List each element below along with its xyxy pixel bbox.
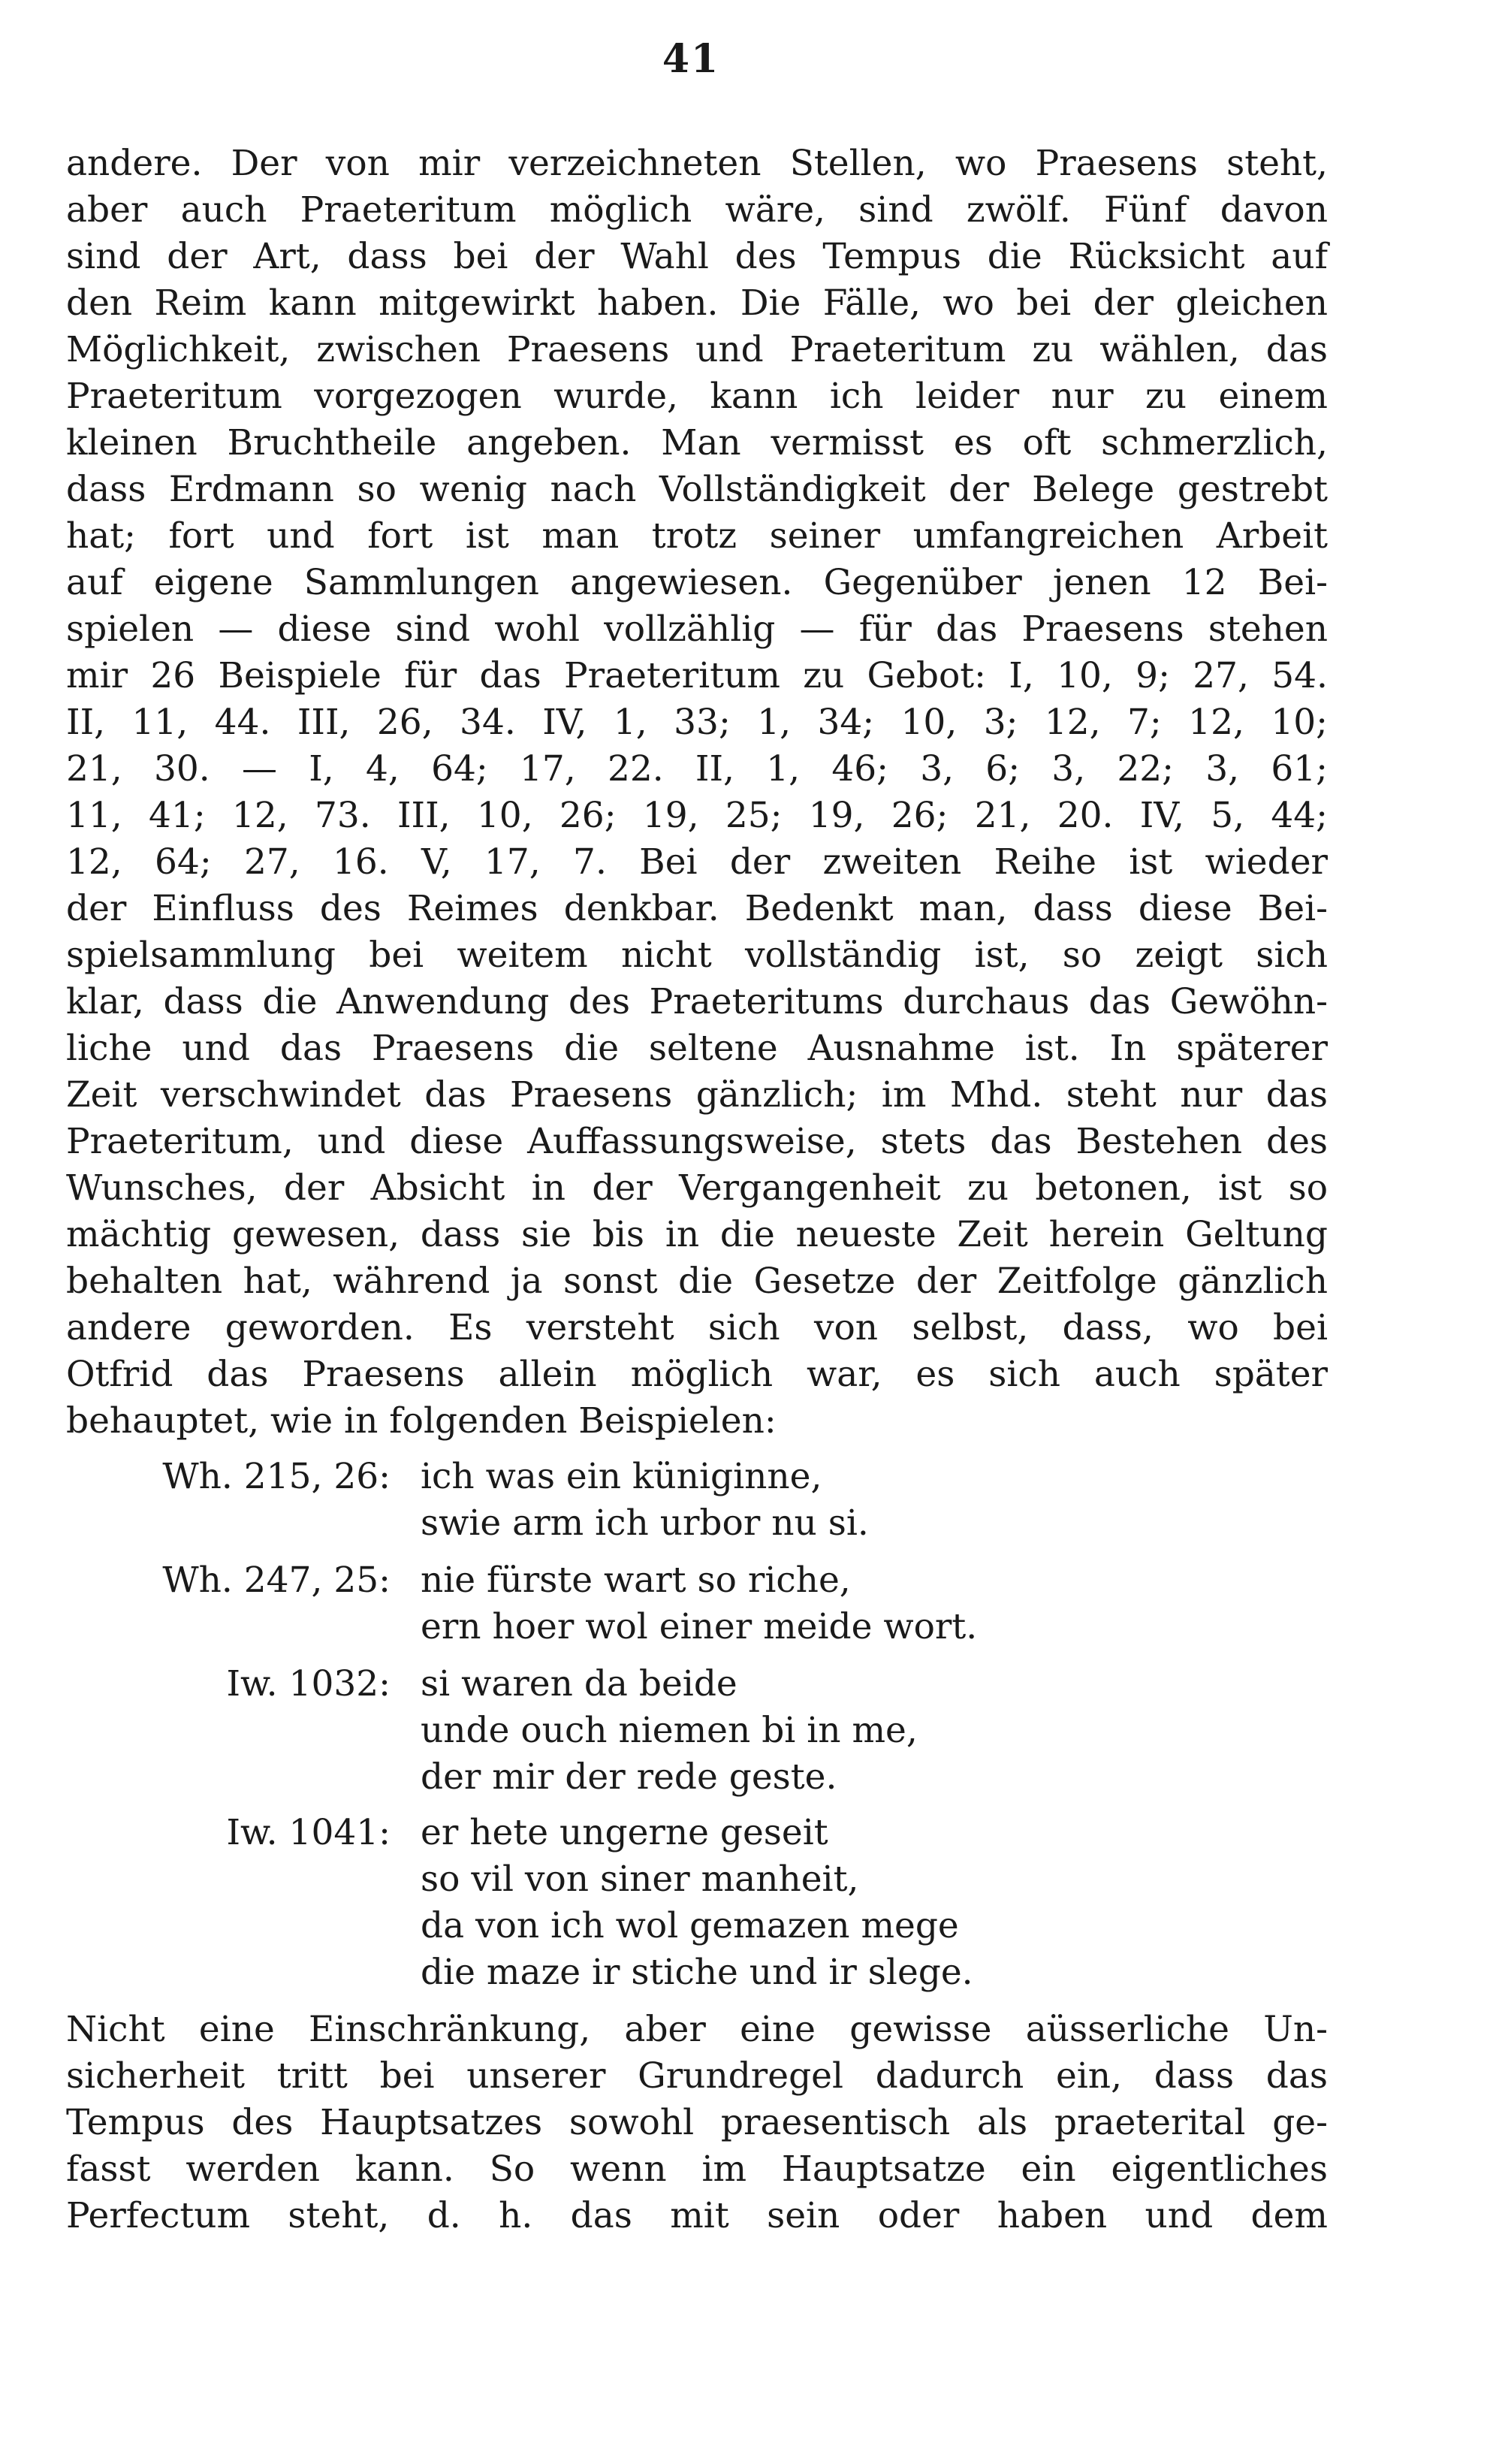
text-line: hat; fort und fort ist man trotz seiner umfangreichen Arbeit — [66, 515, 1328, 557]
text-line: den Reim kann mitgewirkt haben. Die Fälle, wo bei der gleichen — [66, 282, 1328, 324]
text-line: dass Erdmann so wenig nach Vollständigkeit der Belege gestrebt — [66, 469, 1328, 510]
verse-line: er hete ungerne geseit — [421, 1812, 828, 1853]
text-line: fasst werden kann. So wenn im Hauptsatze ein eigentliches — [66, 2148, 1328, 2190]
text-line: 11, 41; 12, 73. III, 10, 26; 19, 25; 19, 26; 21, 20. IV, 5, 44; — [66, 795, 1328, 836]
verse-line: nie fürste wart so riche, — [421, 1560, 851, 1601]
text-line: spielsammlung bei weitem nicht vollständig ist, so zeigt sich — [66, 935, 1328, 976]
verse-line: unde ouch niemen bi in me, — [421, 1710, 918, 1751]
text-line: Perfectum steht, d. h. das mit sein oder haben und dem — [66, 2195, 1328, 2236]
text-line: aber auch Praeteritum möglich wäre, sind zwölf. Fünf davon — [66, 189, 1328, 231]
text-line: spielen — diese sind wohl vollzählig — für das Praesens stehen — [66, 608, 1328, 650]
verse-line: die maze ir stiche und ir slege. — [421, 1952, 973, 1993]
verse-line: der mir der rede geste. — [421, 1756, 837, 1798]
verse-line: ern hoer wol einer meide wort. — [421, 1606, 978, 1647]
text-line: sind der Art, dass bei der Wahl des Tempus die Rücksicht auf — [66, 236, 1328, 277]
text-line: Zeit verschwindet das Praesens gänzlich; im Mhd. steht nur das — [66, 1074, 1328, 1116]
text-line: kleinen Bruchtheile angeben. Man vermisst es oft schmerzlich, — [66, 422, 1328, 464]
text-line: mir 26 Beispiele für das Praeteritum zu Gebot: I, 10, 9; 27, 54. — [66, 655, 1328, 696]
quote-reference: Iw. 1032: — [226, 1663, 391, 1705]
page-number: 41 — [662, 36, 720, 82]
quote-reference: Wh. 247, 25: — [162, 1560, 391, 1601]
text-line: 12, 64; 27, 16. V, 17, 7. Bei der zweiten Reihe ist wieder — [66, 841, 1328, 883]
text-line: Praeteritum vorgezogen wurde, kann ich leider nur zu einem — [66, 376, 1328, 417]
text-line: andere geworden. Es versteht sich von selbst, dass, wo bei — [66, 1307, 1328, 1348]
text-line: Tempus des Hauptsatzes sowohl praesentisch als praeterital ge- — [66, 2102, 1328, 2143]
quote-reference: Wh. 215, 26: — [162, 1456, 391, 1497]
text-line: behalten hat, während ja sonst die Gesetze der Zeitfolge gänzlich — [66, 1261, 1328, 1302]
text-line: 21, 30. — I, 4, 64; 17, 22. II, 1, 46; 3, 6; 3, 22; 3, 61; — [66, 748, 1328, 790]
quote-reference: Iw. 1041: — [226, 1812, 391, 1853]
text-line: Möglichkeit, zwischen Praesens und Praeteritum zu wählen, das — [66, 329, 1328, 370]
text-line: klar, dass die Anwendung des Praeteritums durchaus das Gewöhn- — [66, 981, 1328, 1022]
text-line: mächtig gewesen, dass sie bis in die neueste Zeit herein Geltung — [66, 1214, 1328, 1255]
text-line: II, 11, 44. III, 26, 34. IV, 1, 33; 1, 34; 10, 3; 12, 7; 12, 10; — [66, 702, 1328, 743]
text-line: Wunsches, der Absicht in der Vergangenheit zu betonen, ist so — [66, 1167, 1328, 1209]
verse-line: swie arm ich urbor nu si. — [421, 1502, 869, 1544]
text-line: Otfrid das Praesens allein möglich war, es sich auch später — [66, 1354, 1328, 1395]
text-line: der Einfluss des Reimes denkbar. Bedenkt man, dass diese Bei- — [66, 888, 1328, 929]
text-line: sicherheit tritt bei unserer Grundregel dadurch ein, dass das — [66, 2055, 1328, 2097]
verse-line: ich was ein küniginne, — [421, 1456, 822, 1497]
text-line: auf eigene Sammlungen angewiesen. Gegenüber jenen 12 Bei- — [66, 562, 1328, 603]
verse-line: si waren da beide — [421, 1663, 737, 1705]
text-line: Nicht eine Einschränkung, aber eine gewisse aüsserliche Un- — [66, 2009, 1328, 2050]
text-line: Praeteritum, und diese Auffassungsweise, stets das Bestehen des — [66, 1121, 1328, 1162]
verse-line: so vil von siner manheit, — [421, 1859, 859, 1900]
text-line: liche und das Praesens die seltene Ausnahme ist. In späterer — [66, 1028, 1328, 1069]
text-line: andere. Der von mir verzeichneten Stellen, wo Praesens steht, — [66, 143, 1328, 184]
text-line: behauptet, wie in folgenden Beispielen: — [66, 1400, 777, 1442]
verse-line: da von ich wol gemazen mege — [421, 1905, 959, 1946]
